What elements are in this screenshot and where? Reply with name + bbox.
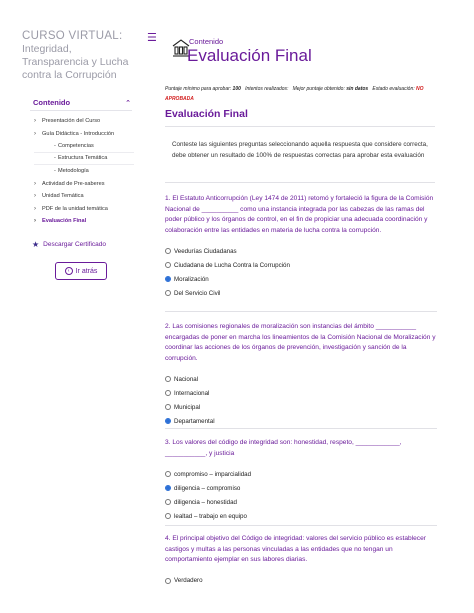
answer-option[interactable] [165, 400, 437, 414]
radio-button[interactable] [165, 390, 171, 396]
nav-header-label: Contenido [33, 98, 71, 107]
status-badge: NO [416, 86, 424, 92]
option-label: Verdadero [174, 577, 203, 584]
sidebar-nav [34, 115, 134, 228]
course-label: CURSO VIRTUAL: [22, 30, 123, 42]
answer-option[interactable] [165, 272, 437, 286]
back-button[interactable] [55, 262, 107, 280]
option-label: compromiso – imparcialidad [174, 470, 252, 478]
sidebar-item-label: Unidad Temática [42, 193, 84, 199]
chevron-right-icon: › [34, 218, 36, 224]
option-label: Ciudadana de Lucha Contra la Corrupción [174, 261, 290, 269]
answer-option[interactable] [165, 481, 437, 495]
attempts-label: Intentos realizados: [245, 86, 289, 92]
question-2 [165, 322, 437, 428]
answer-option[interactable] [165, 386, 437, 400]
option-label: Nacional [174, 375, 199, 383]
nav-header-contenido[interactable] [33, 98, 131, 107]
answer-option[interactable] [165, 574, 437, 588]
radio-button[interactable] [165, 290, 171, 296]
course-name-line: contra la Corrupción [22, 69, 117, 81]
answer-option[interactable] [165, 258, 437, 272]
radio-button[interactable] [165, 418, 171, 424]
chevron-up-icon[interactable]: ⌃ [125, 99, 131, 107]
sidebar-item-label: Competencias [58, 142, 94, 149]
option-label: lealtad – trabajo en equipo [174, 512, 247, 520]
answer-option[interactable] [165, 414, 437, 428]
chevron-right-icon: › [34, 193, 36, 199]
option-label: diligencia – honestidad [174, 498, 237, 506]
option-label: Departamental [174, 417, 215, 425]
sidebar-item-label: Actividad de Pre-saberes [42, 180, 105, 187]
chevron-down-icon: › [34, 130, 36, 137]
radio-button[interactable] [165, 248, 171, 254]
question-3 [165, 438, 437, 523]
back-label: Ir atrás [75, 267, 98, 275]
dash-icon: - [54, 155, 56, 161]
answer-option[interactable] [165, 286, 437, 300]
radio-button[interactable] [165, 404, 171, 410]
sidebar-course-title [22, 30, 140, 82]
radio-button[interactable] [165, 578, 171, 584]
radio-button[interactable] [165, 513, 171, 519]
divider [30, 110, 132, 111]
sidebar-item-pdf[interactable] [34, 203, 134, 216]
option-label: Municipal [174, 403, 201, 411]
sidebar-item-competencias[interactable] [34, 140, 134, 153]
section-title: Evaluación Final [165, 108, 248, 120]
divider [165, 126, 435, 127]
radio-button[interactable] [165, 499, 171, 505]
question-text: 4. El principal objetivo del Código de integridad: valores del servicio público es establecer castigos y multas a las personas vinculadas a las entidades que no tengan un comportamiento ejemplar en sus labores diarias. [165, 535, 426, 563]
divider [165, 428, 437, 429]
radio-button[interactable] [165, 485, 171, 491]
answer-option[interactable] [165, 467, 437, 481]
sidebar-item-label: PDF de la unidad temática [42, 205, 108, 212]
instructions-text: Conteste las siguientes preguntas seleccionando aquella respuesta que considere correcta, debe obtener un resultado de 100% de respuestas correctas para aprobar esta evaluación [172, 141, 428, 159]
sidebar-item-estructura[interactable] [34, 153, 134, 166]
min-score-value: 100 [232, 86, 241, 92]
chevron-right-icon: › [34, 205, 36, 212]
status-badge: APROBADA [165, 96, 194, 102]
sidebar-item-label: Presentación del Curso [42, 118, 101, 124]
question-1 [165, 194, 437, 300]
radio-button[interactable] [165, 376, 171, 382]
dash-icon: - [54, 142, 56, 149]
option-label: Moralización [174, 275, 209, 283]
question-4 [165, 534, 437, 588]
course-name-line: Integridad, [22, 43, 72, 55]
question-text: 2. Las comisiones regionales de moralización son instancias del ámbito ___________ encargadas de poner en marcha los lineamientos de la Comisión Nacional de Moralización y coordinar las acciones de los órganos de prevención, investigación y sanción de la corrupción. [165, 323, 436, 362]
answer-option[interactable] [165, 372, 437, 386]
question-text: 1. El Estatuto Anticorrupción (Ley 1474 de 2011) retomó y fortaleció la figura de la Comisión Nacional de __________ como una instancia integrada por las cabezas de las ramas del poder público y los órganos de control, en el fin de propiciar una adecuada coordinación y colaboración entre las entidades en materia de lucha contra la corrupción. [165, 195, 434, 234]
min-score-label: Puntaje mínimo para aprobar: [165, 86, 232, 92]
sidebar-item-presentacion[interactable] [34, 115, 134, 128]
option-label: Veedurías Ciudadanas [174, 247, 237, 255]
content-tag: Contenido [189, 37, 224, 46]
dash-icon: - [54, 168, 56, 174]
chevron-right-icon: › [34, 180, 36, 187]
divider [165, 525, 437, 526]
sidebar-item-label: Estructura Temática [58, 155, 108, 161]
evaluation-status-line [165, 84, 435, 104]
radio-button[interactable] [165, 262, 171, 268]
best-score-label: Mejor puntaje obtenido: [292, 86, 345, 92]
download-certificate-link[interactable] [32, 240, 106, 249]
download-label: Descargar Certificado [43, 241, 107, 248]
option-label: diligencia – compromiso [174, 484, 241, 492]
answer-option[interactable] [165, 509, 437, 523]
status-label: Estado evaluación: [372, 86, 415, 92]
sidebar-item-evaluacion[interactable] [34, 215, 134, 228]
star-icon: ★ [32, 240, 40, 249]
divider [165, 182, 435, 183]
back-arrow-icon: ‹ [65, 267, 73, 275]
sidebar-item-label: Metodología [58, 168, 89, 174]
sidebar-item-presaberes[interactable] [34, 178, 134, 191]
option-label: Internacional [174, 389, 210, 397]
hamburger-menu-icon[interactable]: ☰ [147, 32, 157, 44]
divider [165, 311, 437, 312]
question-text: 3. Los valores del código de integridad son: honestidad, respeto, ____________, ___________, y justicia [165, 439, 402, 457]
sidebar-item-label: Guía Didáctica - Introducción [42, 130, 115, 137]
answer-option[interactable] [165, 495, 437, 509]
best-score-value: sin datos [346, 86, 369, 92]
chevron-right-icon: › [34, 118, 36, 124]
sidebar-item-guia[interactable] [34, 128, 134, 141]
option-label: Del Servicio Civil [174, 289, 221, 297]
page-title: Evaluación Final [187, 46, 312, 65]
answer-option[interactable] [165, 244, 437, 258]
course-name-line: Transparencia y Lucha [22, 56, 129, 68]
sidebar-item-unidad[interactable] [34, 190, 134, 203]
radio-button[interactable] [165, 276, 171, 282]
radio-button[interactable] [165, 471, 171, 477]
sidebar-item-label: Evaluación Final [42, 218, 87, 224]
sidebar-item-metodologia[interactable] [34, 165, 134, 178]
